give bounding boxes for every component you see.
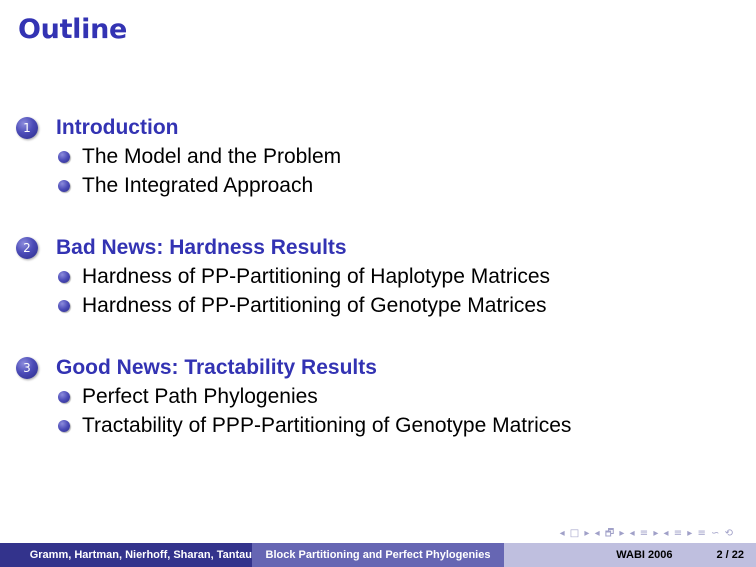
subsection-label: Perfect Path Phylogenies	[82, 384, 318, 408]
footer-authors: Gramm, Hartman, Nierhoff, Sharan, Tantau	[0, 543, 252, 567]
section-title[interactable]: Introduction	[56, 116, 179, 139]
bullet-icon	[58, 300, 70, 312]
footer-page-number: 2 / 22	[716, 549, 744, 561]
footer-bar	[0, 543, 756, 567]
subsection-list	[16, 142, 736, 200]
bullet-icon	[58, 271, 70, 283]
section-header[interactable]	[16, 114, 736, 142]
subsection-list	[16, 382, 736, 440]
outline-section-3	[16, 354, 736, 440]
subsection-item[interactable]	[58, 262, 736, 291]
subsection-item[interactable]	[58, 142, 736, 171]
subsection-list	[16, 262, 736, 320]
outline	[16, 114, 736, 474]
subsection-item[interactable]	[58, 411, 736, 440]
subsection-label: Hardness of PP-Partitioning of Genotype Matrices	[82, 293, 547, 317]
bullet-icon	[58, 391, 70, 403]
subsection-label: Hardness of PP-Partitioning of Haplotype Matrices	[82, 264, 551, 288]
footer-talk-title: Block Partitioning and Perfect Phylogenies	[252, 543, 504, 567]
section-header[interactable]	[16, 234, 736, 262]
subsection-label: The Integrated Approach	[82, 173, 314, 197]
bullet-icon	[58, 151, 70, 163]
section-header[interactable]	[16, 354, 736, 382]
subsection-label: Tractability of PPP-Partitioning of Genotype Matrices	[82, 413, 572, 437]
bullet-icon	[58, 180, 70, 192]
beamer-navigation-icons[interactable]: ◂ □ ▸ ◂ 🗗 ▸ ◂ ≡ ▸ ◂ ≡ ▸ ≡ ∽ ⟲	[559, 528, 734, 539]
subsection-item[interactable]	[58, 291, 736, 320]
section-number-badge: 3	[16, 357, 38, 379]
section-title[interactable]: Good News: Tractability Results	[56, 356, 377, 379]
outline-section-2	[16, 234, 736, 320]
footer-conference: WABI 2006	[616, 549, 673, 561]
section-title[interactable]: Bad News: Hardness Results	[56, 236, 347, 259]
frame-title: Outline	[18, 14, 128, 45]
section-number-badge: 2	[16, 237, 38, 259]
outline-section-1	[16, 114, 736, 200]
bullet-icon	[58, 420, 70, 432]
subsection-item[interactable]	[58, 382, 736, 411]
subsection-item[interactable]	[58, 171, 736, 200]
footer-right	[504, 543, 756, 567]
subsection-label: The Model and the Problem	[82, 144, 342, 168]
section-number-badge: 1	[16, 117, 38, 139]
